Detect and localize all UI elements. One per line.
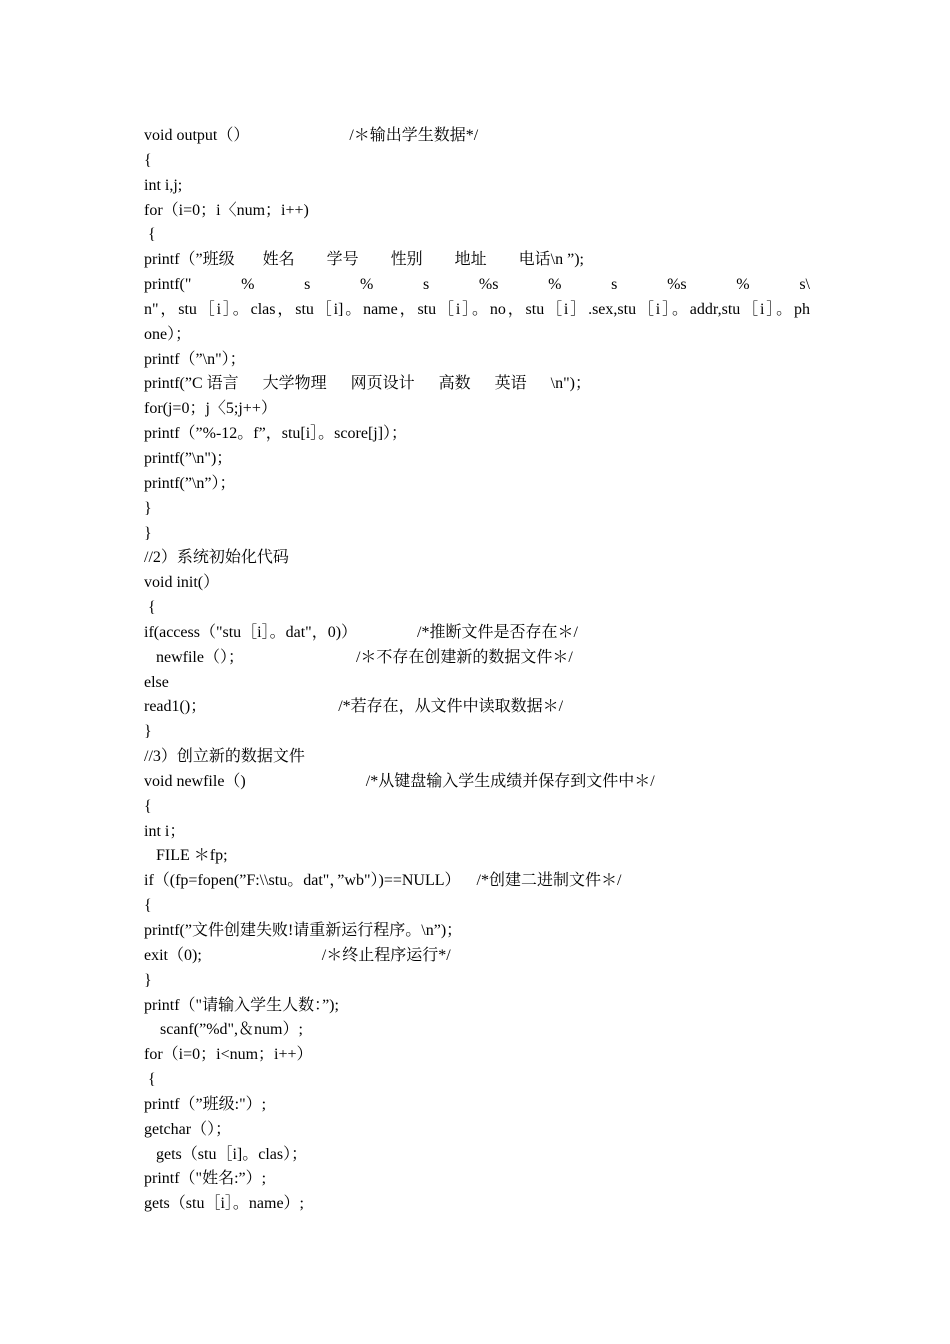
code-line: else [144, 673, 169, 691]
code-line: FILE ＊fp; [144, 847, 228, 865]
code-line: } [144, 524, 152, 542]
code-line: } [144, 971, 152, 989]
code-line: printf(”\n”）； [144, 474, 236, 492]
code-line: getchar（）； [144, 1120, 232, 1138]
code-line: printf(" % s % s %s % s %s % s\ [144, 276, 810, 294]
code-listing [144, 124, 810, 1217]
code-line: for（i=0；i〈num；i++) [144, 201, 309, 219]
code-line: for(j=0；j〈5;j++） [144, 400, 277, 418]
code-line: { [144, 1071, 156, 1089]
code-line: void init(） [144, 574, 220, 592]
code-line: one）； [144, 325, 192, 343]
code-line: //2）系统初始化代码 [144, 549, 289, 567]
code-line: { [144, 599, 156, 617]
code-line: { [144, 151, 152, 169]
code-line: { [144, 897, 152, 915]
code-line: printf(”C 语言 大学物理 网页设计 高数 英语 \n")； [144, 375, 591, 393]
code-line: int i； [144, 822, 186, 840]
code-line: gets（stu［i]。clas）； [144, 1145, 308, 1163]
code-line: exit（0); /＊终止程序运行*/ [144, 946, 451, 964]
code-line: gets（stu［i］。name）; [144, 1195, 304, 1213]
code-line: void output（） /＊输出学生数据*/ [144, 127, 479, 144]
code-line: } [144, 499, 152, 517]
code-line: { [144, 226, 156, 244]
code-line: } [144, 723, 152, 741]
code-line: printf（"姓名:”）; [144, 1170, 267, 1188]
code-line: if(access（"stu［i］。dat"，0)） /*推断文件是否存在＊/ [144, 623, 578, 641]
code-line: scanf(”%d",＆num）; [144, 1021, 303, 1039]
code-line: printf(”文件创建失败!请重新运行程序。\n”)； [144, 922, 463, 939]
code-line: int i,j; [144, 176, 183, 194]
code-line: //3）创立新的数据文件 [144, 748, 305, 766]
code-line: printf（”%-12。f”，stu[i］。score[j]）； [144, 425, 408, 443]
code-line: printf（”班级:"）; [144, 1095, 267, 1113]
code-line: printf（"请输入学生人数：”); [144, 996, 339, 1014]
code-line: newfile（）； /＊不存在创建新的数据文件＊/ [144, 648, 573, 666]
code-line: for（i=0；i<num；i++） [144, 1046, 313, 1064]
code-line: printf(”\n")； [144, 449, 233, 467]
code-line: void newfile（) /*从键盘输入学生成绩并保存到文件中＊/ [144, 772, 655, 790]
code-line: printf（”\n"）； [144, 350, 246, 368]
code-line: read1()； /*若存在，从文件中读取数据＊/ [144, 698, 564, 716]
code-line: printf（”班级 姓名 学号 性别 地址 电话\n ”); [144, 251, 584, 269]
code-line: { [144, 797, 152, 815]
code-line: n"，stu［i］。clas，stu［i]。name，stu［i］。no，stu［i］.sex,stu［i］。addr,stu［i］。ph [144, 300, 810, 318]
code-line: if（(fp=fopen(”F:\\stu。dat"，”wb"）)==NULL） /*创建二进制文件＊/ [144, 872, 622, 890]
